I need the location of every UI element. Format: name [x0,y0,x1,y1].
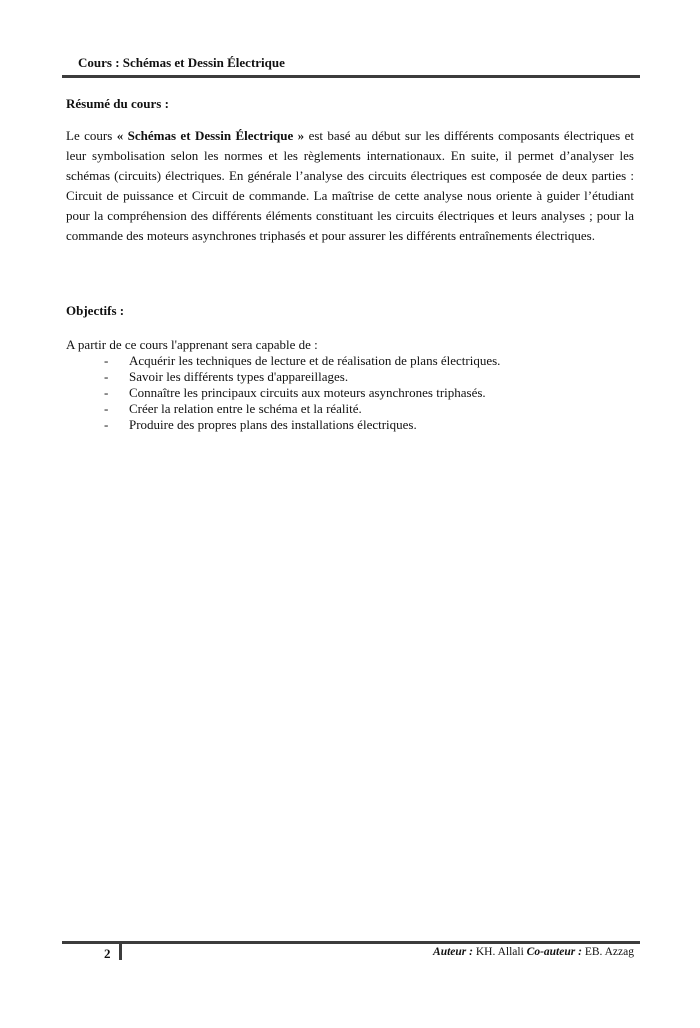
list-item-text: Savoir les différents types d'appareillages. [129,369,349,384]
footer-rule [62,941,640,944]
objectifs-list [104,353,500,433]
list-item: - Produire des propres plans des installations électriques. [104,417,417,432]
footer-authors [433,946,634,958]
list-item-text: Créer la relation entre le schéma et la réalité. [129,401,362,416]
coauthor-name: EB. Azzag [581,946,634,958]
list-item-text: Acquérir les techniques de lecture et de réalisation de plans électriques. [129,353,501,368]
author-name: KH. Allali [472,946,527,958]
objectifs-heading: Objectifs : [66,303,125,318]
list-item: - Créer la relation entre le schéma et la réalité. [104,401,362,416]
course-name: « Schémas et Dessin Électrique » [116,128,305,143]
coauthor-label: Co-auteur : [526,946,582,958]
list-item: - Savoir les différents types d'appareillages. [104,369,349,384]
list-item-text: Produire des propres plans des installations électriques. [129,417,417,432]
list-item: - Acquérir les techniques de lecture et de réalisation de plans électriques. [104,353,501,368]
page-number-bar [119,944,122,960]
resume-paragraph [66,126,634,246]
header-rule [62,75,640,78]
page-number: 2 [104,946,111,961]
resume-lead: Le cours [66,128,117,143]
resume-text: est basé au début sur les différents composants électriques et leur symbolisation selon les normes et les règlements internationaux. En suite, il permet d’analyser les schémas (circuits) électriques. En générale l’analyse des circuits électriques est composée de deux parties : Circuit de puissance et Circuit de commande. La maîtrise de cette analyse nous oriente à guider l’étudiant pour la compréhension des différents éléments constituant les circuits électriques et leurs analyses ; pour la commande des moteurs asynchrones triphasés et pour assurer les différents entraînements électriques. [66,128,634,243]
resume-heading: Résumé du cours : [66,96,169,111]
list-item: - Connaître les principaux circuits aux moteurs asynchrones triphasés. [104,385,486,400]
header-title: Cours : Schémas et Dessin Électrique [78,55,285,70]
objectifs-intro: A partir de ce cours l'apprenant sera capable de : [66,337,318,352]
list-item-text: Connaître les principaux circuits aux moteurs asynchrones triphasés. [129,385,486,400]
author-label: Auteur : [433,946,473,958]
